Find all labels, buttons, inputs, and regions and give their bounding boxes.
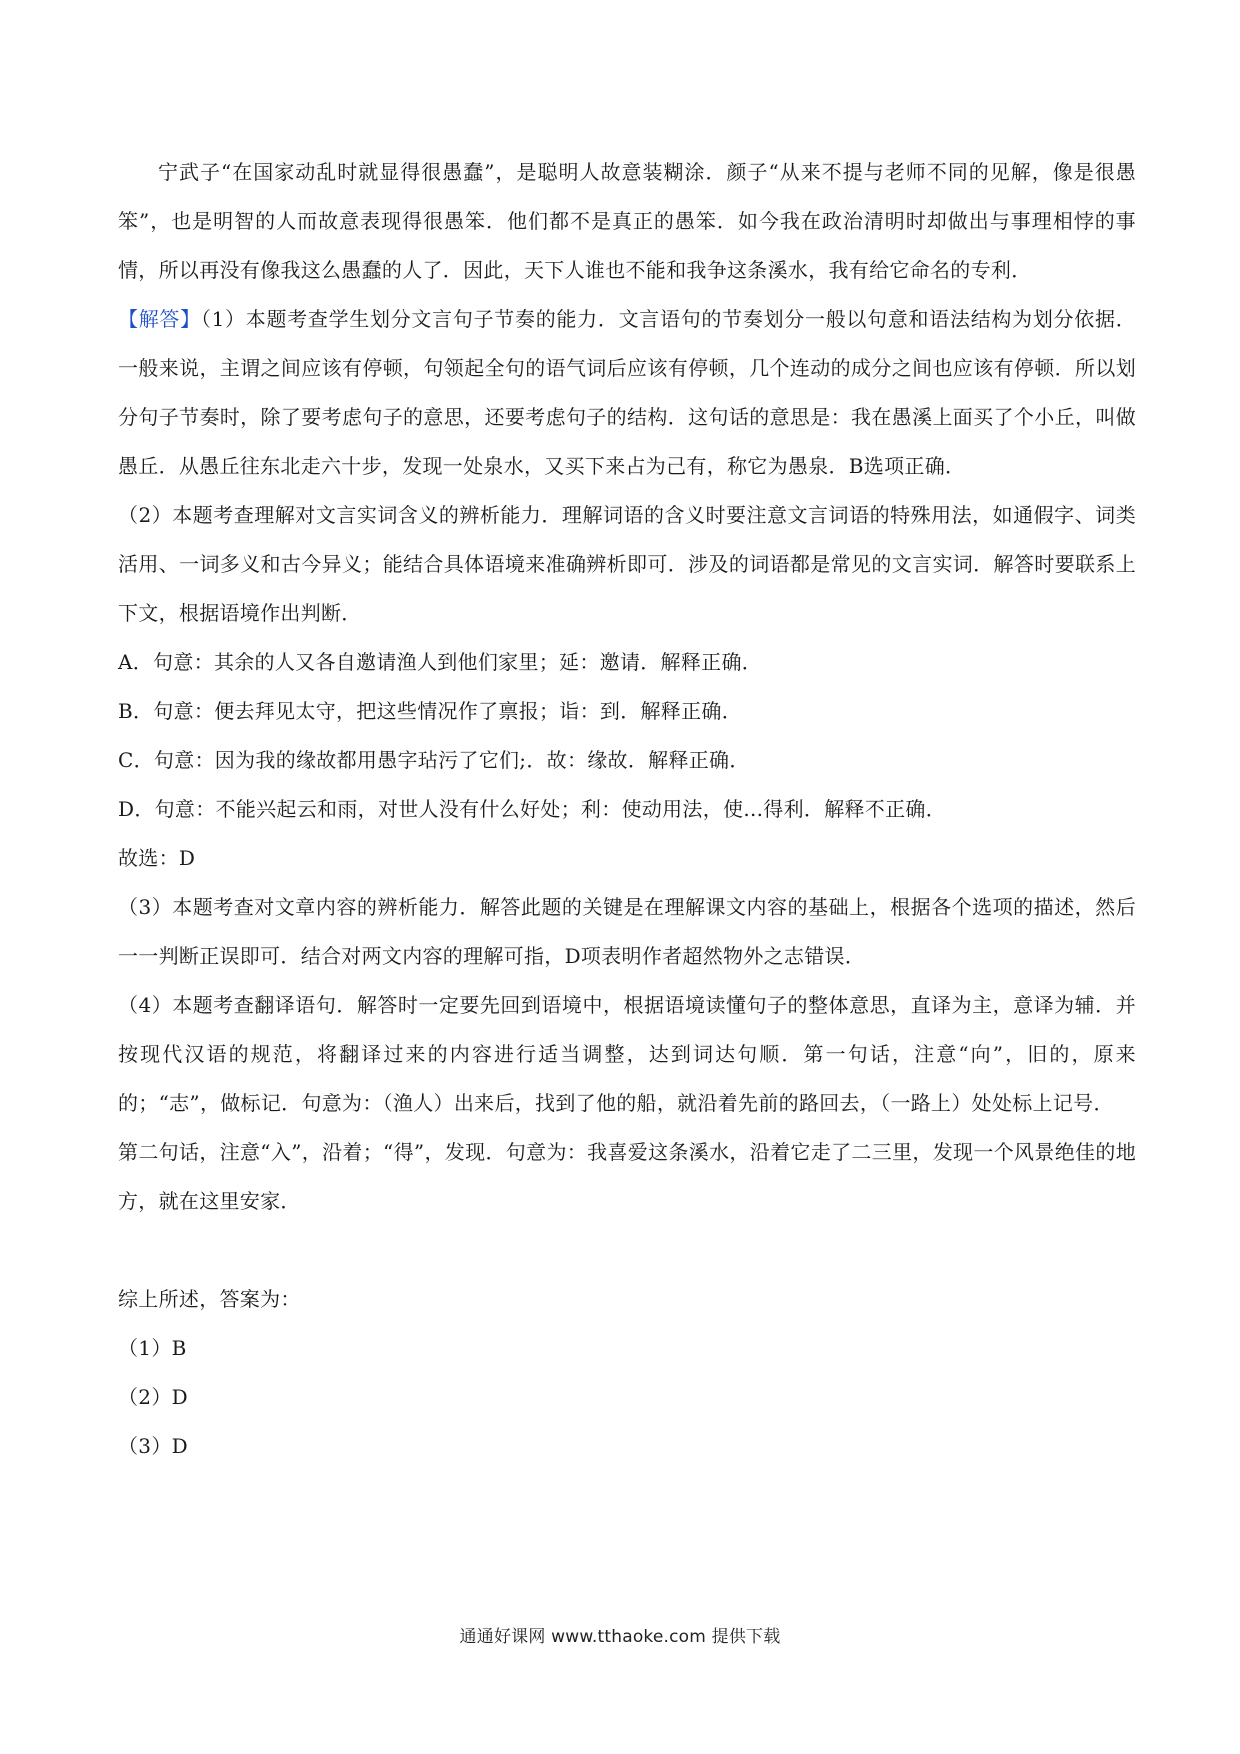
- paragraph-answer-4: [118, 981, 1136, 1128]
- paragraph-text: C．句意：因为我的缘故都用愚字玷污了它们;．故：缘故．解释正确．: [118, 748, 750, 772]
- paragraph-translation: [118, 148, 1136, 295]
- paragraph-text: （3）本题考查对文章内容的辨析能力．解答此题的关键是在理解课文内容的基础上，根据各个选项的描述，然后一一判断正误即可．结合对两文内容的理解可指，D项表明作者超然物外之志错误．: [118, 895, 1136, 968]
- paragraph-answer-2: [118, 491, 1136, 638]
- document-body: [118, 148, 1136, 1471]
- option-c: [118, 736, 1136, 785]
- paragraph-text: （2）本题考查理解对文言实词含义的辨析能力．理解词语的含义时要注意文言词语的特殊用法，如通假字、词类活用、一词多义和古今异义；能结合具体语境来准确辨析即可．涉及的词语都是常见的文言实词．解答时要联系上下文，根据语境作出判断．: [118, 503, 1136, 625]
- summary-answer-1: （1）B: [118, 1336, 187, 1360]
- page-footer: 通通好课网 www.tthaoke.com 提供下载: [459, 1627, 781, 1647]
- paragraph-text: （4）本题考查翻译语句．解答时一定要先回到语境中，根据语境读懂句子的整体意思，直译为主，意译为辅．并按现代汉语的规范，将翻译过来的内容进行适当调整，达到词达句顺．第一句话，注意“向”，旧的，原来的；“志”，做标记．句意为：（渔人）出来后，找到了他的船，就沿着先前的路回去，（一路上）处处标上记号．: [118, 993, 1136, 1115]
- summary-intro: 综上所述，答案为：: [118, 1287, 301, 1311]
- answer-tag: 【解答】: [118, 307, 201, 331]
- option-d: [118, 785, 1136, 834]
- paragraph-answer-3: [118, 883, 1136, 981]
- paragraph-text: 第二句话，注意“入”，沿着；“得”，发现．句意为：我喜爱这条溪水，沿着它走了二三里，发现一个风景绝佳的地方，就在这里安家．: [118, 1140, 1136, 1213]
- paragraph-text: B．句意：便去拜见太守，把这些情况作了禀报；诣：到．解释正确．: [118, 699, 742, 723]
- paragraph-text: A．句意：其余的人又各自邀请渔人到他们家里；延：邀请．解释正确．: [118, 650, 763, 674]
- paragraph-text: D．句意：不能兴起云和雨，对世人没有什么好处；利：使动用法，使...得利．解释不正确．: [118, 797, 947, 821]
- paragraph-text: 故选：D: [118, 846, 196, 870]
- summary-answer-3: （3）D: [118, 1434, 188, 1458]
- paragraph-text: 宁武子“在国家动乱时就显得很愚蠢”，是聪明人故意装糊涂．颜子“从来不提与老师不同的见解，像是很愚笨”，也是明智的人而故意表现得很愚笨．他们都不是真正的愚笨．如今我在政治清明时却做出与事理相悖的事情，所以再没有像我这么愚蠢的人了．因此，天下人谁也不能和我争这条溪水，我有给它命名的专利．: [118, 160, 1136, 282]
- paragraph-answer-1: [118, 295, 1136, 491]
- choice-result: [118, 834, 1136, 883]
- spacer: [118, 1226, 1136, 1275]
- option-b: [118, 687, 1136, 736]
- summary-answer-2: （2）D: [118, 1385, 188, 1409]
- paragraph-text: （1）本题考查学生划分文言句子节奏的能力．文言语句的节奏划分一般以句意和语法结构为划分依据．一般来说，主谓之间应该有停顿，句领起全句的语气词后应该有停顿，几个连动的成分之间也应该有停顿．所以划分句子节奏时，除了要考虑句子的意思，还要考虑句子的结构．这句话的意思是：我在愚溪上面买了个小丘，叫做愚丘．从愚丘往东北走六十步，发现一处泉水，又买下来占为己有，称它为愚泉．B选项正确．: [118, 307, 1136, 478]
- option-a: [118, 638, 1136, 687]
- paragraph-answer-4-second: [118, 1128, 1136, 1226]
